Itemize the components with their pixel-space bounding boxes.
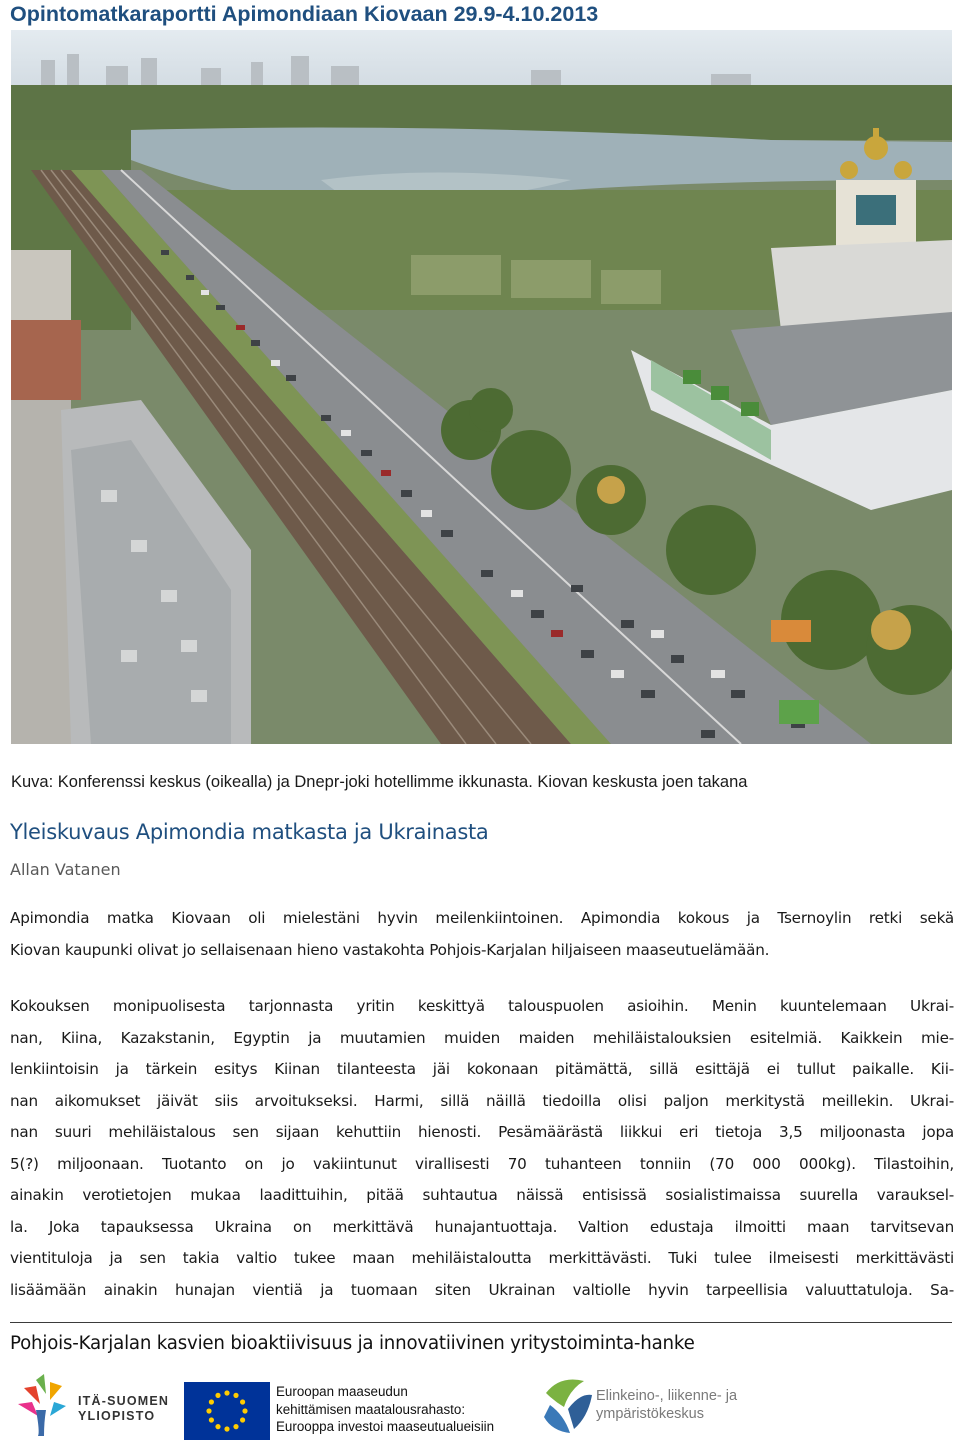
photo-caption: Kuva: Konferenssi keskus (oikealla) ja Dnepr-joki hotellimme ikkunasta. Kiovan keskusta joen takana bbox=[11, 773, 748, 791]
eu-star-icon bbox=[206, 1408, 211, 1413]
uef-line: YLIOPISTO bbox=[78, 1409, 156, 1423]
paragraph-line: nan aikomukset jäivät siis arvoitukseksi. Harmi, sillä näillä tiedoilla olisi paljon merkitystä meillekin. Ukrai- bbox=[10, 1091, 954, 1110]
eu-agricultural-fund-logo bbox=[184, 1382, 529, 1440]
eu-line: kehittämisen maatalousrahasto: bbox=[276, 1401, 466, 1417]
eu-star-icon bbox=[242, 1408, 247, 1413]
eu-star-icon bbox=[224, 1426, 229, 1431]
eu-fund-text bbox=[276, 1383, 494, 1436]
paragraph-line: ainakin verotietojen mukaa laadittuihin, pitää suhtautua näissä entisissä sosialistimaissa suurella varauksel- bbox=[10, 1186, 954, 1204]
eu-star-icon bbox=[233, 1393, 238, 1398]
eu-flag-icon bbox=[184, 1382, 270, 1440]
paragraph-line: vientituloja ja sen takia valtio tukee maan mehiläistaloutta merkittävästi. Tuki tulee ilmeisesti merkittävästi bbox=[10, 1249, 954, 1267]
uef-line: ITÄ-SUOMEN bbox=[78, 1394, 170, 1408]
document-title: Opintomatkaraportti Apimondiaan Kiovaan 29.9-4.10.2013 bbox=[10, 2, 599, 26]
project-name: Pohjois-Karjalan kasvien bioaktiivisuus ja innovatiivinen yritystoiminta-hanke bbox=[10, 1333, 695, 1354]
paragraph-line: nan suuri mehiläistalous sen sijaan kehuttiin hienosti. Pesämäärästä liikkui eri tietoja 3,5 miljoonasta jopa bbox=[10, 1123, 954, 1141]
eu-star-icon bbox=[224, 1390, 229, 1395]
paragraph-line: lisäämään ainakin hunajan vientiä ja tuomaan siten Ukrainan valtiolle hyvin tarpeellisia valuuttatuloja. Sa- bbox=[10, 1280, 954, 1299]
footer-divider bbox=[10, 1322, 952, 1323]
eu-star-icon bbox=[209, 1399, 214, 1404]
uef-emblem-icon bbox=[10, 1372, 72, 1438]
eu-star-icon bbox=[215, 1424, 220, 1429]
eu-line: Eurooppa investoi maaseutualueisiin bbox=[276, 1419, 495, 1434]
paragraph-line: nan, Kiina, Kazakstanin, Egyptin ja muutamien muiden maiden mehiläistalouksien esitelmiä. Kaikkein mie- bbox=[10, 1028, 954, 1047]
paragraph-line: Kokouksen monipuolisesta tarjonnasta yritin keskittyä talouspuolen asioihin. Menin kuuntelemaan Ukrai- bbox=[10, 997, 954, 1015]
paragraph-intro bbox=[10, 903, 954, 966]
article-heading: Yleiskuvaus Apimondia matkasta ja Ukrainasta bbox=[10, 820, 489, 844]
eu-star-icon bbox=[240, 1399, 245, 1404]
eu-line: Euroopan maaseudun bbox=[276, 1384, 408, 1399]
paragraph-conference bbox=[10, 991, 954, 1306]
paragraph-line: Apimondia matka Kiovaan oli mielestäni hyvin meilenkiintoinen. Apimondia kokous ja Tsernoylin retki sekä bbox=[10, 909, 954, 927]
ely-wordmark bbox=[596, 1387, 737, 1423]
uef-wordmark bbox=[78, 1394, 169, 1424]
ely-emblem-icon bbox=[540, 1373, 594, 1439]
article-author: Allan Vatanen bbox=[10, 860, 121, 879]
eu-star-icon bbox=[233, 1424, 238, 1429]
eu-star-icon bbox=[209, 1417, 214, 1422]
paragraph-line: 5(?) miljoonaan. Tuotanto on jo vakiintunut virallisesti 70 tuhanteen tonniin (70 000 000kg). Tilastoihin, bbox=[10, 1154, 954, 1173]
paragraph-line: lenkiintoisin ja tärkein esitys Kiinan tilanteesta jäi kokonaan pitämättä, sillä esittäjä ei tullut paikalle. Kii- bbox=[10, 1060, 954, 1078]
eu-star-icon bbox=[215, 1393, 220, 1398]
eu-star-icon bbox=[240, 1417, 245, 1422]
ely-centre-logo bbox=[540, 1373, 740, 1439]
ely-line: Elinkeino-, liikenne- ja bbox=[596, 1388, 738, 1404]
ely-line: ympäristökeskus bbox=[596, 1406, 704, 1422]
paragraph-line: Kiovan kaupunki olivat jo sellaisenaan hieno vastakohta Pohjois-Karjalan hiljaiseen maaseutuelämään. bbox=[10, 940, 770, 959]
paragraph-line: la. Joka tapauksessa Ukraina on merkittävä hunajantuottaja. Valtion edustaja ilmoitti maan tarvitsevan bbox=[10, 1217, 954, 1236]
uef-logo bbox=[10, 1372, 175, 1442]
aerial-city-photo bbox=[11, 30, 952, 744]
